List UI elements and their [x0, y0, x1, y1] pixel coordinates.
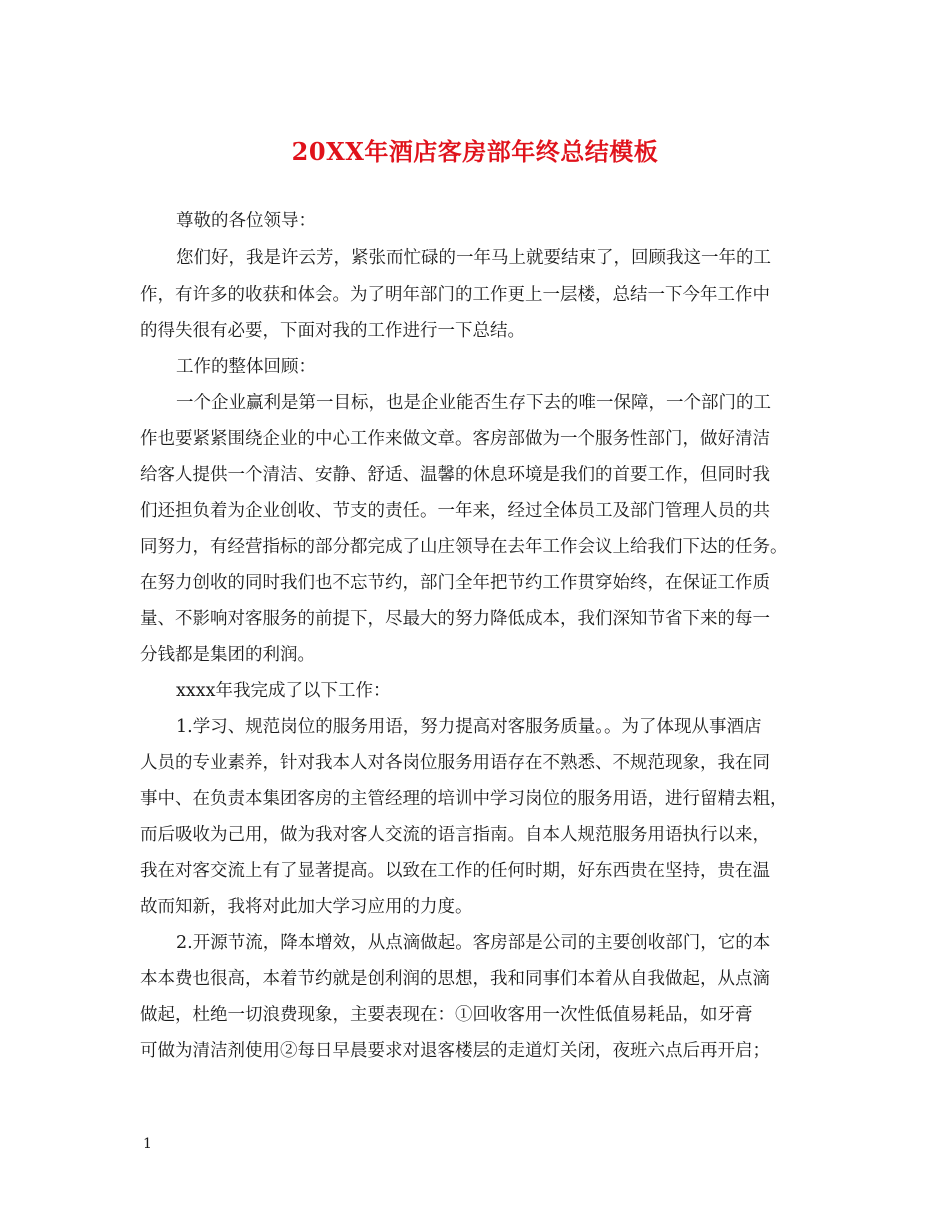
paragraph-line: 本本费也很高，本着节约就是创利润的思想，我和同事们本着从自我做起，从点滴 — [140, 969, 770, 989]
paragraph-line: 我在对客交流上有了显著提高。以致在工作的任何时期，好东西贵在坚持，贵在温 — [140, 861, 770, 881]
paragraph-line: 作，有许多的收获和体会。为了明年部门的工作更上一层楼，总结一下今年工作中 — [140, 285, 770, 305]
paragraph-line: 分钱都是集团的利润。 — [140, 645, 315, 665]
paragraph-line: 的得失很有必要，下面对我的工作进行一下总结。 — [140, 321, 525, 341]
paragraph-line: 在努力创收的同时我们也不忘节约，部门全年把节约工作贯穿始终，在保证工作质 — [140, 573, 770, 593]
paragraph-line: 量、不影响对客服务的前提下，尽最大的努力降低成本，我们深知节省下来的每一 — [140, 609, 770, 629]
paragraph-line: 您们好，我是许云芳，紧张而忙碌的一年马上就要结束了，回顾我这一年的工 — [176, 248, 771, 268]
paragraph-line: 做起，杜绝一切浪费现象，主要表现在：①回收客用一次性低值易耗品，如牙膏 — [140, 1005, 753, 1025]
paragraph-line: 一个企业赢利是第一目标，也是企业能否生存下去的唯一保障，一个部门的工 — [176, 393, 771, 413]
section-heading: xxxx年我完成了以下工作： — [176, 681, 391, 701]
paragraph-line: 们还担负着为企业创收、节支的责任。一年来，经过全体员工及部门管理人员的共 — [140, 501, 770, 521]
paragraph-line: 同努力，有经营指标的部分都完成了山庄领导在去年工作会议上给我们下达的任务。 — [140, 537, 788, 557]
document-title: 20XX年酒店客房部年终总结模板 — [291, 137, 659, 166]
paragraph-line: 作也要紧紧围绕企业的中心工作来做文章。客房部做为一个服务性部门，做好清洁 — [140, 429, 770, 449]
paragraph-line: 事中、在负责本集团客房的主管经理的培训中学习岗位的服务用语，进行留精去粗， — [140, 789, 788, 809]
paragraph-line: 故而知新，我将对此加大学习应用的力度。 — [140, 897, 473, 917]
page-number: 1 — [143, 1136, 152, 1152]
paragraph-line: 而后吸收为己用，做为我对客人交流的语言指南。自本人规范服务用语执行以来， — [140, 825, 770, 845]
paragraph-line: 1.学习、规范岗位的服务用语，努力提高对客服务质量。。为了体现从事酒店 — [176, 717, 762, 737]
paragraph-line: 给客人提供一个清洁、安静、舒适、温馨的休息环境是我们的首要工作，但同时我 — [140, 465, 770, 485]
paragraph-line: 人员的专业素养，针对我本人对各岗位服务用语存在不熟悉、不规范现象，我在同 — [140, 753, 770, 773]
section-heading: 工作的整体回顾： — [176, 357, 316, 377]
paragraph-line: 可做为清洁剂使用②每日早晨要求对退客楼层的走道灯关闭，夜班六点后再开启； — [140, 1041, 770, 1061]
salutation: 尊敬的各位领导： — [176, 211, 316, 231]
paragraph-line: 2.开源节流，降本增效，从点滴做起。客房部是公司的主要创收部门，它的本 — [176, 933, 771, 953]
